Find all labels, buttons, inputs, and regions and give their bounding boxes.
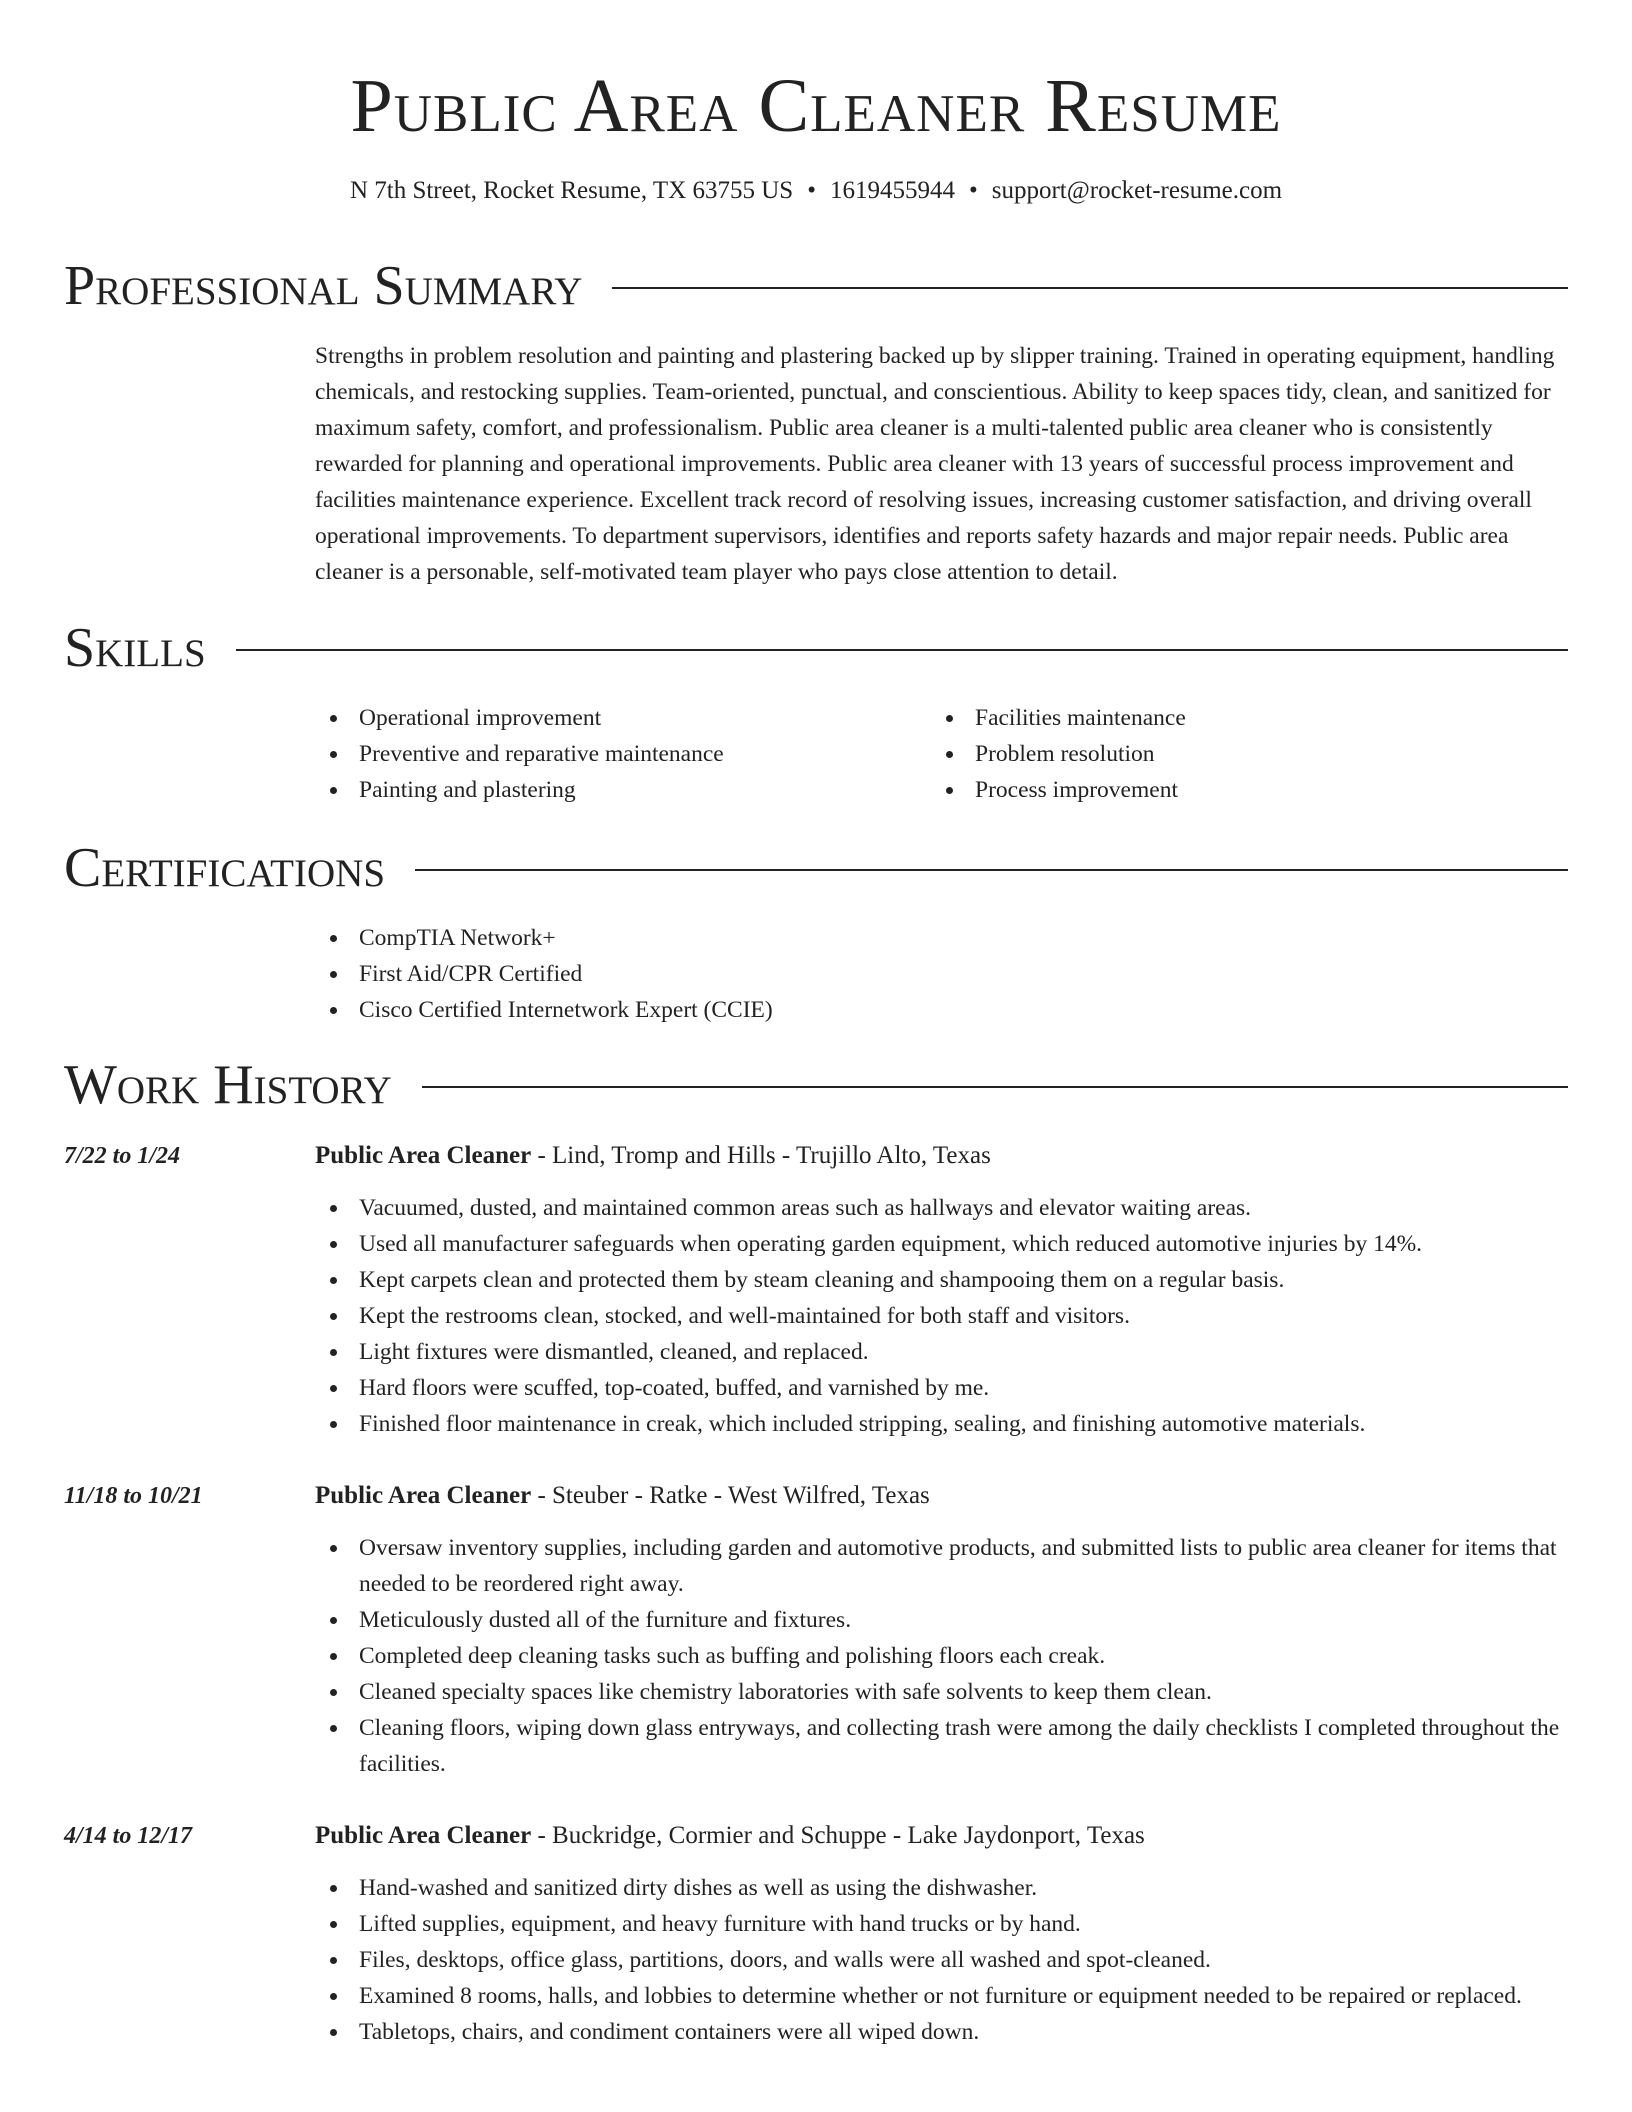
contact-separator: • [968,177,978,204]
job-title-line [315,1818,1145,1854]
certification-item: CompTIA Network+ [315,920,773,956]
skills-list-left [315,700,724,808]
job-duty: Kept the restrooms clean, stocked, and well-maintained for both staff and visitors. [315,1298,1560,1334]
job-duty: Completed deep cleaning tasks such as buffing and polishing floors each creak. [315,1638,1560,1674]
section-title: Certifications [64,837,386,899]
section-header-certifications [64,836,1568,900]
job-dates: 11/18 to 10/21 [64,1483,203,1509]
job-duty: Hand-washed and sanitized dirty dishes as well as using the dishwasher. [315,1870,1560,1906]
section-header-summary [64,254,1568,318]
skills-list-right [931,700,1186,808]
job-title-line [315,1478,930,1514]
certification-item: First Aid/CPR Certified [315,956,773,992]
job-duty: Light fixtures were dismantled, cleaned, and replaced. [315,1334,1560,1370]
job-title: Public Area Cleaner [315,1482,532,1509]
section-header-work-history [64,1053,1568,1117]
contact-line [0,174,1632,208]
skill-item: Operational improvement [315,700,724,736]
job-duty: Examined 8 rooms, halls, and lobbies to determine whether or not furniture or equipment needed to be repaired or replaced. [315,1978,1560,2014]
job-employer: - Steuber - Ratke - West Wilfred, Texas [531,1482,930,1509]
job-duty: Used all manufacturer safeguards when operating garden equipment, which reduced automotive injuries by 14%. [315,1226,1560,1262]
skill-item: Painting and plastering [315,772,724,808]
job-dates: 4/14 to 12/17 [64,1823,193,1849]
job-title: Public Area Cleaner [315,1822,532,1849]
contact-separator: • [807,177,816,204]
summary-text: Strengths in problem resolution and painting and plastering backed up by slipper training. Trained in operating equipment, handling chemicals, and restocking supplies. Team-oriented, punctual, and conscientious. Ability to keep spaces tidy, clean, and sanitized for maximum safety, comfort, and professionalism. Public area cleaner is a multi-talented public area cleaner who is consistently rewarded for planning and operational improvements. Public area cleaner with 13 years of successful process improvement and facilities maintenance experience. Excellent track record of resolving issues, increasing customer satisfaction, and driving overall operational improvements. To department supervisors, identifies and reports safety hazards and major repair needs. Public area cleaner is a personable, self-motivated team player who pays close attention to detail. [315,343,1555,585]
job-duty: Lifted supplies, equipment, and heavy furniture with hand trucks or by hand. [315,1906,1560,1942]
job-duty: Tabletops, chairs, and condiment containers were all wiped down. [315,2014,1560,2050]
certifications-list [315,920,773,1028]
section-title: Skills [64,617,206,679]
job-duties-list [315,1190,1560,1442]
skill-item: Problem resolution [931,736,1186,772]
certification-item: Cisco Certified Internetwork Expert (CCIE) [315,992,773,1028]
job-duty: Oversaw inventory supplies, including garden and automotive products, and submitted lists to public area cleaner for items that needed to be reordered right away. [315,1530,1560,1602]
job-duty: Finished floor maintenance in creak, which included stripping, sealing, and finishing automotive materials. [315,1406,1560,1442]
job-dates: 7/22 to 1/24 [64,1143,181,1169]
job-duty: Cleaned specialty spaces like chemistry laboratories with safe solvents to keep them clean. [315,1674,1560,1710]
section-divider [422,1086,1568,1088]
job-duty: Vacuumed, dusted, and maintained common areas such as hallways and elevator waiting areas. [315,1190,1560,1226]
job-duty: Kept carpets clean and protected them by steam cleaning and shampooing them on a regular basis. [315,1262,1560,1298]
contact-email: support@rocket-resume.com [991,177,1283,204]
job-duty: Meticulously dusted all of the furniture and fixtures. [315,1602,1560,1638]
job-duty: Hard floors were scuffed, top-coated, buffed, and varnished by me. [315,1370,1560,1406]
section-title: Work History [64,1054,392,1116]
job-title-line [315,1138,991,1174]
resume-title: Public Area Cleaner Resume [350,64,1282,148]
section-divider [612,287,1568,289]
contact-address: N 7th Street, Rocket Resume, TX 63755 US [349,177,794,204]
job-duties-list [315,1870,1560,2050]
section-title: Professional Summary [64,255,583,317]
job-employer: - Lind, Tromp and Hills - Trujillo Alto, Texas [531,1142,991,1169]
job-employer: - Buckridge, Cormier and Schuppe - Lake Jaydonport, Texas [531,1822,1145,1849]
job-duty: Cleaning floors, wiping down glass entryways, and collecting trash were among the daily checklists I completed throughout the facilities. [315,1710,1560,1782]
skill-item: Preventive and reparative maintenance [315,736,724,772]
job-title: Public Area Cleaner [315,1142,532,1169]
skill-item: Process improvement [931,772,1186,808]
job-duty: Files, desktops, office glass, partitions, doors, and walls were all washed and spot-cleaned. [315,1942,1560,1978]
section-divider [236,649,1568,651]
section-header-skills [64,616,1568,680]
contact-phone: 1619455944 [829,177,955,204]
job-duties-list [315,1530,1560,1782]
skill-item: Facilities maintenance [931,700,1186,736]
section-divider [415,869,1568,871]
